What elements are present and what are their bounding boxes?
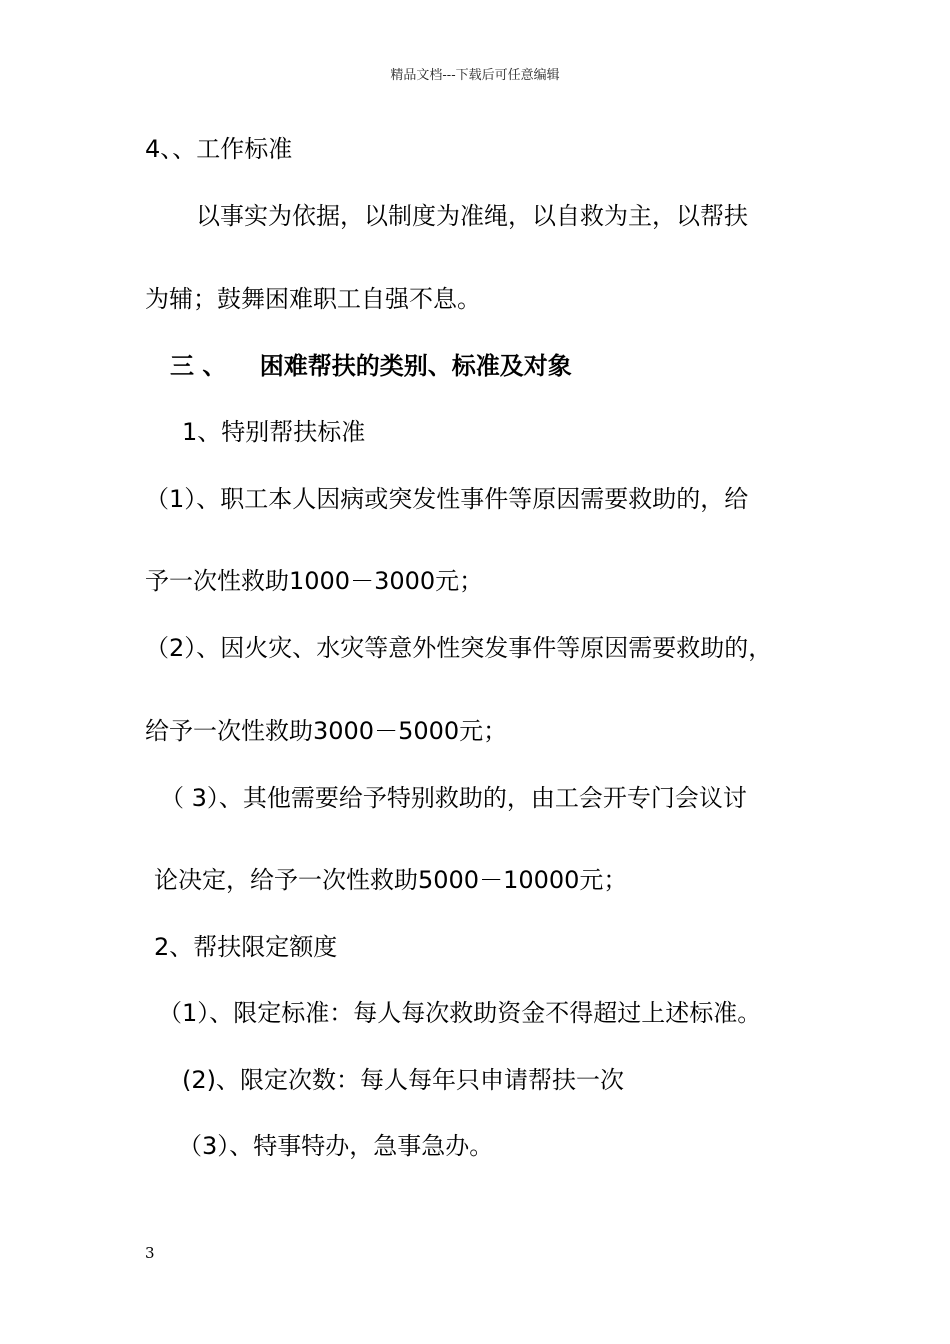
paragraph-line: （1）、职工本人因病或突发性事件等原因需要救助的，给 [145, 485, 749, 513]
paragraph-line: 给予一次性救助3000－5000元； [145, 717, 508, 745]
page-number: 3 [145, 1244, 155, 1262]
document-header: 精品文档---下载后可任意编辑 [390, 68, 560, 83]
paragraph-line: 论决定，给予一次性救助5000－10000元； [154, 866, 628, 894]
item-4-heading: 4、、工作标准 [145, 135, 293, 163]
paragraph-line: 为辅；鼓舞困难职工自强不息。 [145, 285, 481, 313]
section-3-heading: 三 、 困难帮扶的类别、标准及对象 [170, 352, 572, 380]
list-item: （1）、限定标准：每人每次救助资金不得超过上述标准。 [158, 999, 762, 1027]
paragraph-line: 以事实为依据，以制度为准绳，以自救为主，以帮扶 [196, 202, 748, 230]
paragraph-line: （ 3）、其他需要给予特别救助的，由工会开专门会议讨 [160, 784, 747, 812]
paragraph-line: 予一次性救助1000－3000元； [145, 567, 484, 595]
list-item: （3）、特事特办，急事急办。 [178, 1132, 494, 1160]
subsection-2-heading: 2、帮扶限定额度 [154, 933, 338, 961]
list-item: (2)、限定次数：每人每年只申请帮扶一次 [182, 1066, 624, 1094]
paragraph-line: （2）、因火灾、水灾等意外性突发事件等原因需要救助的， [145, 634, 773, 662]
subsection-1-heading: 1、特别帮扶标准 [182, 418, 366, 446]
